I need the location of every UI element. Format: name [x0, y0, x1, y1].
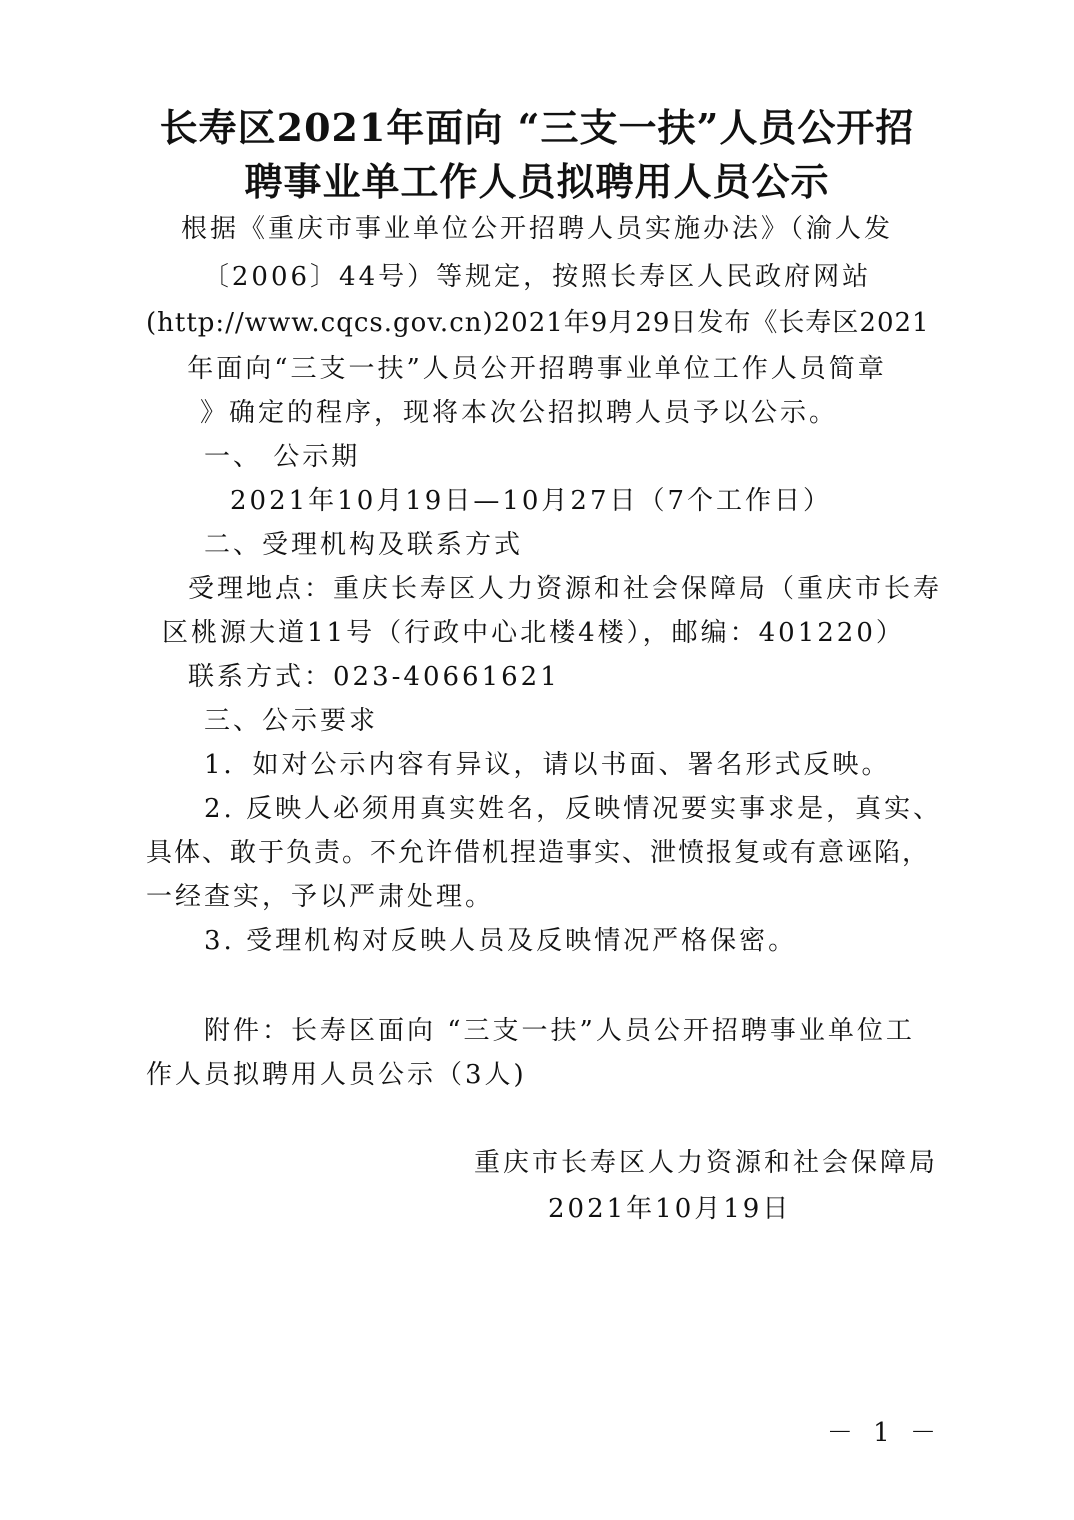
attachment-line-2: 作人员拟聘用人员公示（3人) — [146, 1060, 527, 1090]
section-1-body: 2021年10月19日—10月27日（7个工作日） — [230, 486, 833, 516]
section-1-heading: 一、 公示期 — [204, 442, 361, 472]
intro-line-1: 根据《重庆市事业单位公开招聘人员实施办法》（渝人发 — [180, 214, 893, 244]
intro-line-4: 年面向“三支一扶”人员公开招聘事业单位工作人员简章 — [187, 354, 887, 384]
section-2-heading: 二、受理机构及联系方式 — [204, 530, 524, 560]
section-2-address-line-2: 区桃源大道11号（行政中心北楼4楼），邮编：401220） — [162, 618, 905, 648]
requirement-2-line-1: 2. 反映人必须用真实姓名，反映情况要实事求是，真实、 — [204, 794, 943, 824]
requirement-3: 3. 受理机构对反映人员及反映情况严格保密。 — [204, 926, 798, 956]
section-3-heading: 三、公示要求 — [204, 706, 379, 736]
signature-date: 2021年10月19日 — [548, 1194, 792, 1224]
requirement-1: 1．如对公示内容有异议，请以书面、署名形式反映。 — [204, 750, 891, 780]
document-title-line-2: 聘事业单工作人员拟聘用人员公示 — [244, 159, 830, 204]
signature-organization: 重庆市长寿区人力资源和社会保障局 — [473, 1148, 938, 1178]
intro-line-5: 》确定的程序，现将本次公招拟聘人员予以公示。 — [200, 398, 839, 428]
section-2-address-line-1: 受理地点：重庆长寿区人力资源和社会保障局（重庆市长寿 — [188, 574, 943, 604]
document-title-line-1: 长寿区2021年面向 “三支一扶”人员公开招 — [159, 105, 915, 150]
requirement-2-line-3: 一经查实，予以严肃处理。 — [146, 882, 495, 912]
intro-line-3: (http://www.cqcs.gov.cn)2021年9月29日发布《长寿区2021 — [146, 308, 930, 338]
attachment-line-1: 附件：长寿区面向 “三支一扶”人员公开招聘事业单位工 — [204, 1016, 915, 1046]
intro-line-2: 〔2006〕44号）等规定，按照长寿区人民政府网站 — [202, 262, 872, 292]
page-number: － 1 － — [826, 1418, 942, 1448]
requirement-2-line-2: 具体、敢于负责。不允许借机捏造事实、泄愤报复或有意诬陷， — [146, 838, 931, 868]
section-2-contact: 联系方式：023-40661621 — [188, 662, 560, 692]
